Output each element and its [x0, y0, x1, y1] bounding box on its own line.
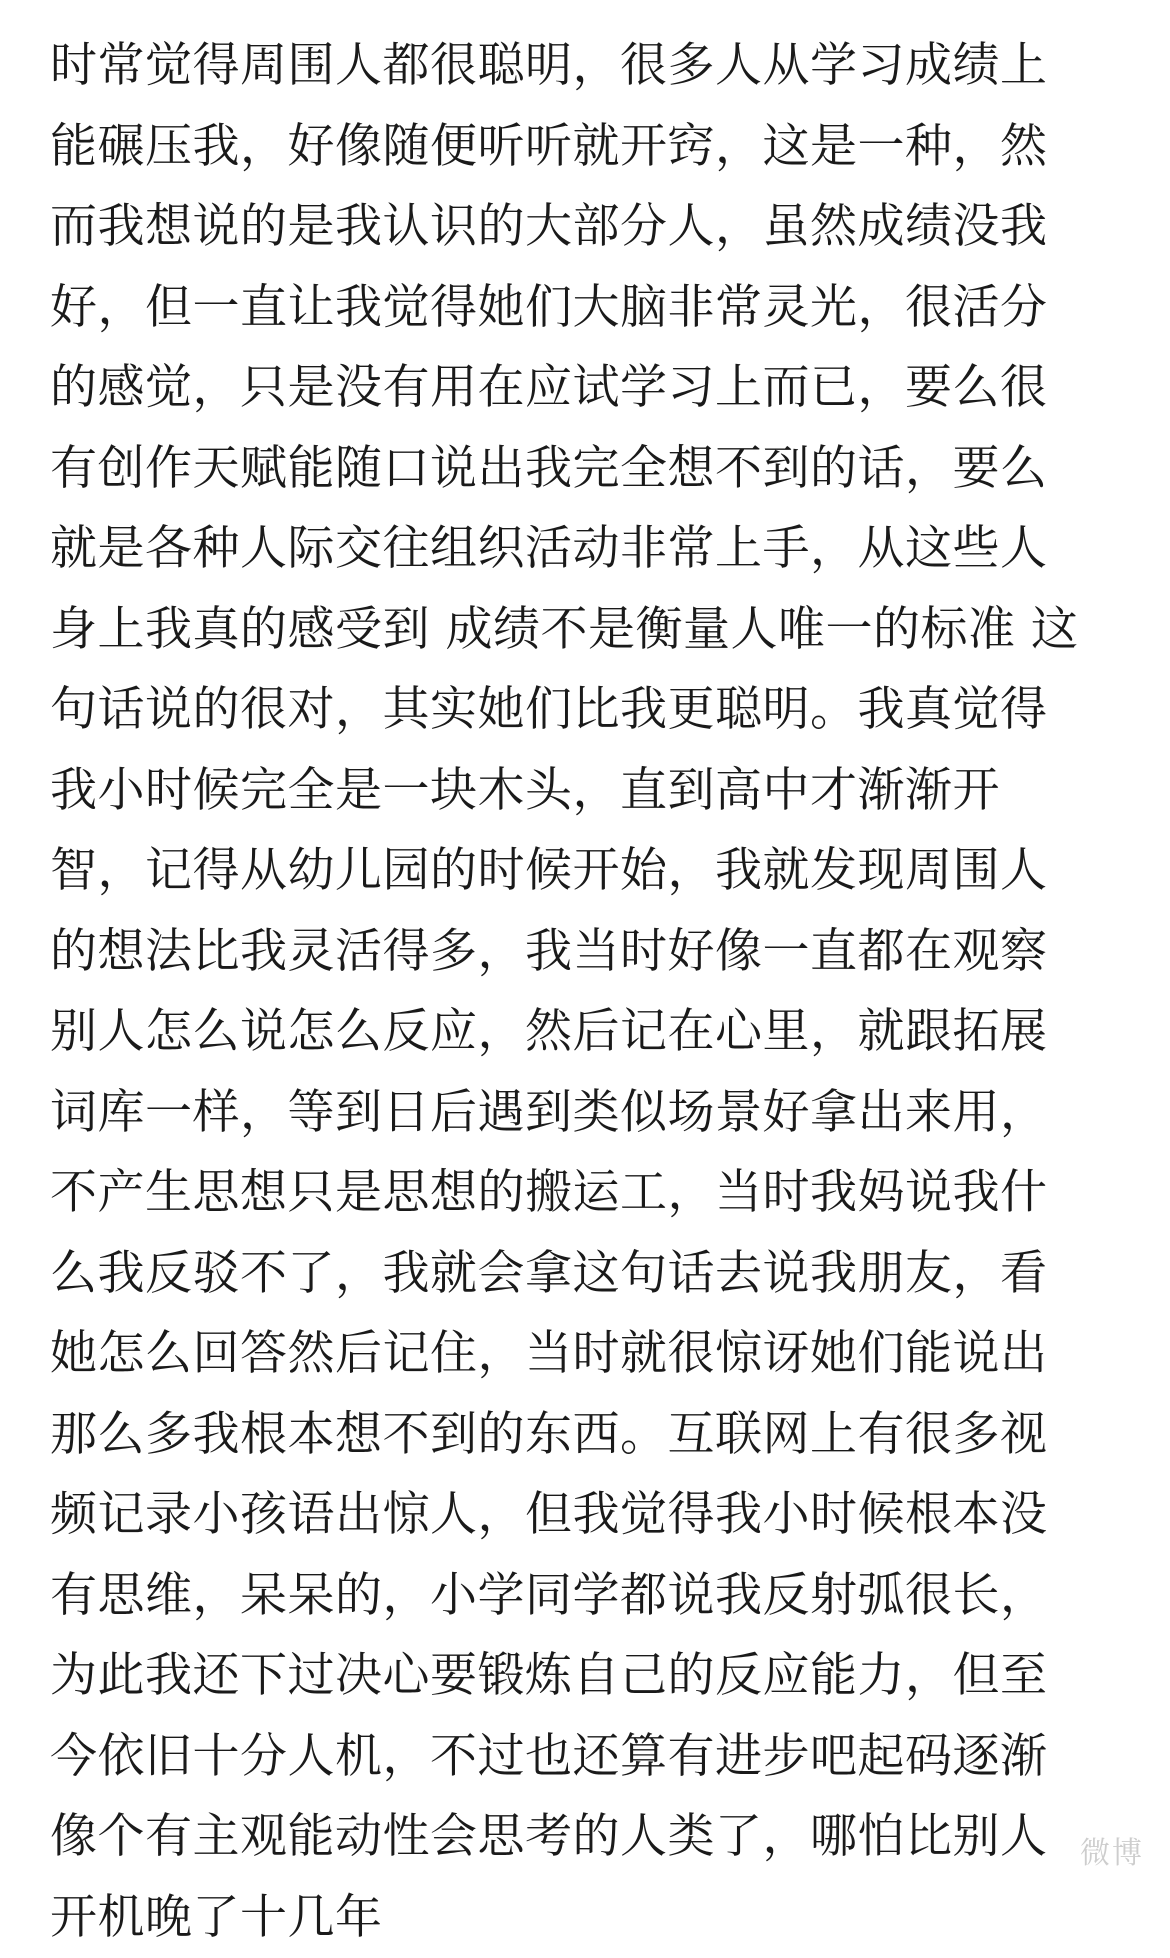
post-line: 为此我还下过决心要锻炼自己的反应能力，但至	[50, 1636, 1090, 1717]
post-line: 我小时候完全是一块木头，直到高中才渐渐开	[50, 751, 1090, 832]
post-line: 词库一样，等到日后遇到类似场景好拿出来用，	[50, 1073, 1090, 1154]
post-line: 好，但一直让我觉得她们大脑非常灵光，很活分	[50, 268, 1090, 349]
post-line: 别人怎么说怎么反应，然后记在心里，就跟拓展	[50, 992, 1090, 1073]
post-line: 那么多我根本想不到的东西。互联网上有很多视	[50, 1395, 1090, 1476]
post-line: 身上我真的感受到 成绩不是衡量人唯一的标准 这	[50, 590, 1090, 671]
post-line: 就是各种人际交往组织活动非常上手，从这些人	[50, 509, 1090, 590]
post-line: 的感觉，只是没有用在应试学习上而已，要么很	[50, 348, 1090, 429]
post-line: 开机晚了十几年	[50, 1878, 1090, 1958]
watermark: 微博	[1080, 1828, 1144, 1872]
post-line: 么我反驳不了，我就会拿这句话去说我朋友，看	[50, 1234, 1090, 1315]
post-line: 能碾压我，好像随便听听就开窍，这是一种，然	[50, 107, 1090, 188]
post-line: 她怎么回答然后记住，当时就很惊讶她们能说出	[50, 1314, 1090, 1395]
post-line: 今依旧十分人机，不过也还算有进步吧起码逐渐	[50, 1717, 1090, 1798]
post-text	[50, 26, 1090, 1958]
post-line: 不产生思想只是思想的搬运工，当时我妈说我什	[50, 1153, 1090, 1234]
post-line: 的想法比我灵活得多，我当时好像一直都在观察	[50, 912, 1090, 993]
post-line: 有创作天赋能随口说出我完全想不到的话，要么	[50, 429, 1090, 510]
post-line: 频记录小孩语出惊人，但我觉得我小时候根本没	[50, 1475, 1090, 1556]
post-line: 时常觉得周围人都很聪明，很多人从学习成绩上	[50, 26, 1090, 107]
post-line: 有思维，呆呆的，小学同学都说我反射弧很长，	[50, 1556, 1090, 1637]
post-line: 像个有主观能动性会思考的人类了，哪怕比别人	[50, 1797, 1090, 1878]
post-line: 而我想说的是我认识的大部分人，虽然成绩没我	[50, 187, 1090, 268]
post-line: 句话说的很对，其实她们比我更聪明。我真觉得	[50, 670, 1090, 751]
post-line: 智，记得从幼儿园的时候开始，我就发现周围人	[50, 831, 1090, 912]
